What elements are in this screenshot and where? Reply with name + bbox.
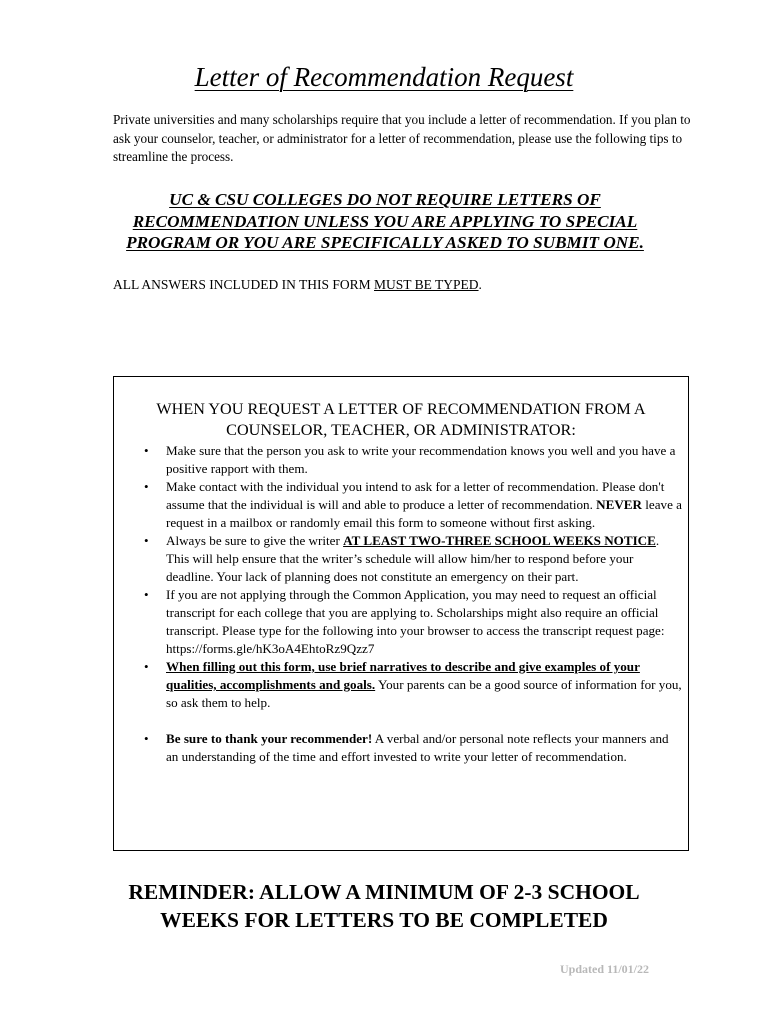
tip-text: Your parents can be a good source of information for you, so ask them to help. xyxy=(166,677,682,710)
tip-item-contact xyxy=(144,478,684,532)
tips-box xyxy=(113,376,689,851)
tip-text: If you are not applying through the Common Application, you may need to request an official transcript for each college that you are applying to. Scholarships might also require an official transcript. Please type for the following into your browser to access the transcript request page: https://forms.gle/hK3oA4EhtoRz9Qzz7 xyxy=(166,587,665,656)
intro-paragraph: Private universities and many scholarships require that you include a letter of recommendation. If you plan to ask your counselor, teacher, or administrator for a letter of recommendation, please use the following tips to streamline the process. xyxy=(113,112,691,164)
bullet-icon: • xyxy=(144,587,149,602)
tips-list xyxy=(144,442,684,766)
typed-notice-emphasis: MUST BE TYPED xyxy=(374,277,479,292)
tip-emphasis: AT LEAST TWO-THREE SCHOOL WEEKS NOTICE xyxy=(343,533,656,548)
updated-date: Updated 11/01/22 xyxy=(560,962,650,976)
bullet-icon: • xyxy=(144,443,149,458)
bullet-icon: • xyxy=(144,659,149,674)
bullet-icon: • xyxy=(144,731,149,746)
tip-emphasis: Be sure to thank your recommender! xyxy=(166,731,373,746)
typed-notice-prefix: ALL ANSWERS INCLUDED IN THIS FORM xyxy=(113,277,375,292)
tip-text: . This will help ensure that the writer’s schedule will allow him/her to respond before your deadline. Your lack of planning does not constitute an emergency on their part. xyxy=(166,533,660,584)
page-title: Letter of Recommendation Request xyxy=(194,62,574,92)
tip-text: A verbal and/or personal note reflects your manners and an understanding of the time and effort invested to write your letter of recommendation. xyxy=(166,731,669,764)
tip-emphasis: NEVER xyxy=(596,497,642,512)
bullet-icon: • xyxy=(144,479,149,494)
tip-item-notice xyxy=(144,532,684,586)
tip-text: Make contact with the individual you intend to ask for a letter of recommendation. Please don't assume that the individual is will and able to produce a letter of recommendation. xyxy=(166,479,665,512)
typed-answers-notice xyxy=(113,277,482,293)
tips-box-heading: WHEN YOU REQUEST A LETTER OF RECOMMENDATION FROM A COUNSELOR, TEACHER, OR ADMINISTRATOR: xyxy=(156,400,646,439)
tip-item-narratives xyxy=(144,658,684,712)
tip-text: Always be sure to give the writer xyxy=(166,533,344,548)
tip-item-thank xyxy=(144,730,684,766)
uc-csu-notice: UC & CSU COLLEGES DO NOT REQUIRE LETTERS OF RECOMMENDATION UNLESS YOU ARE APPLYING TO SPECIAL PROGRAM OR YOU ARE SPECIFICALLY ASKED TO SUBMIT ONE. xyxy=(126,190,644,252)
bullet-icon: • xyxy=(144,533,149,548)
tip-text: leave a request in a mailbox or randomly email this form to someone without first asking. xyxy=(166,497,682,530)
tip-item-transcript xyxy=(144,586,684,658)
tip-text: Make sure that the person you ask to write your recommendation knows you well and you have a positive rapport with them. xyxy=(166,443,676,476)
reminder-heading: REMINDER: ALLOW A MINIMUM OF 2-3 SCHOOL WEEKS FOR LETTERS TO BE COMPLETED xyxy=(128,880,640,932)
typed-notice-suffix: . xyxy=(478,277,482,292)
tip-emphasis: When filling out this form, use brief narratives to describe and give examples of your qualities, accomplishments and goals. xyxy=(166,659,640,692)
tip-item-rapport xyxy=(144,442,684,478)
